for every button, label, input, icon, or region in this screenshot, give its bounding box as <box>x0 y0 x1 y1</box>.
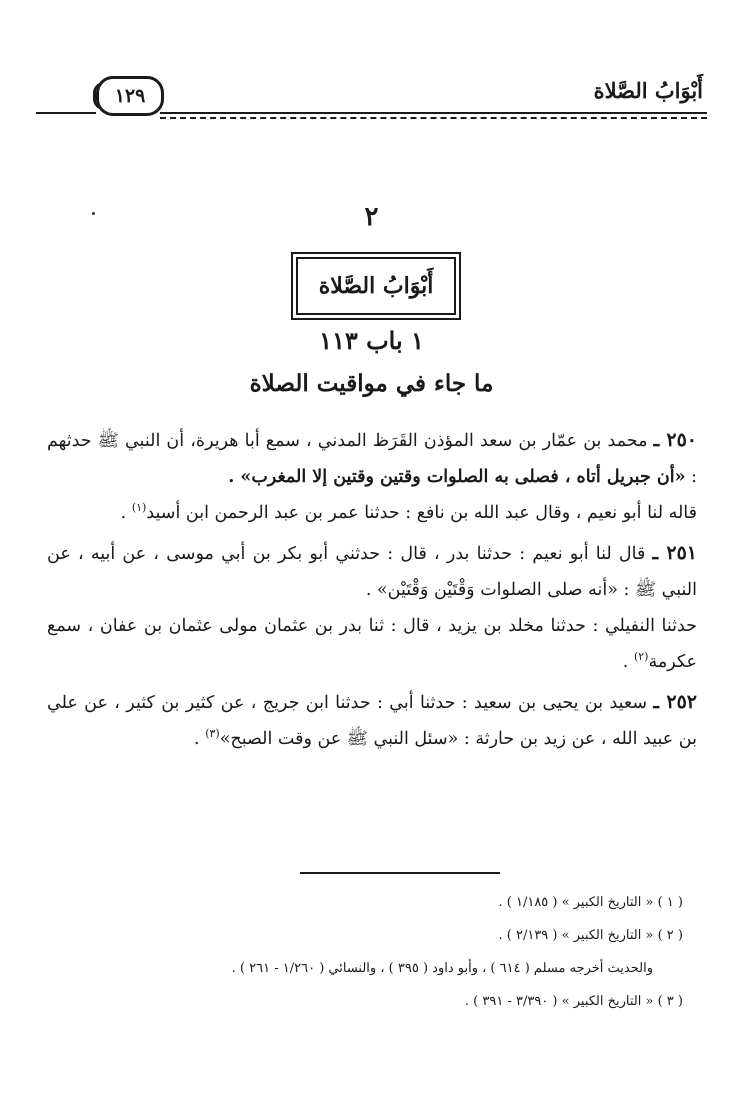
header-rule <box>160 112 707 114</box>
hadith-250 <box>47 422 697 495</box>
chapter-title-frame <box>296 257 456 315</box>
page-number: ١٢٩ <box>114 85 146 107</box>
note-end: . <box>622 652 629 672</box>
body-text <box>47 422 697 757</box>
footnote-rule <box>300 872 500 874</box>
note-end: . <box>194 729 200 749</box>
bab-heading: ١ باب ١١٣ <box>319 326 424 355</box>
hadith-isnad: محمد بن عمّار بن سعد المؤذن القَرَظ المدني ، سمع أبا هريرة، أن النبي ﷺ حدثهم : <box>47 431 697 487</box>
header-rule-dashed <box>160 117 707 119</box>
hadith-number: ٢٥١ ـ <box>652 542 697 564</box>
footnote-ref: (٢) <box>633 650 649 664</box>
header-rule-left <box>36 112 96 114</box>
hadith-text: سعيد بن يحيى بن سعيد : حدثنا أبي : حدثنا ابن جريج ، عن كثير بن كثير ، عن علي بن عبيد الله ، عن زيد بن حارثة : «سئل النبي ﷺ عن وقت الصبح» <box>47 693 697 749</box>
footnote-ref: (١) <box>131 501 147 515</box>
hadith-250-note <box>47 495 697 531</box>
note-text: قاله لنا أبو نعيم ، وقال عبد الله بن نافع : حدثنا عمر بن عبد الرحمن ابن أسيد <box>146 503 697 523</box>
hadith-number: ٢٥٢ ـ <box>653 691 697 713</box>
footnote-3: ( ٣ ) « التاريخ الكبير » ( ٣/٣٩٠ - ٣٩١ ) . <box>464 994 683 1009</box>
chapter-number: ٢ <box>364 202 379 232</box>
footnote-1: ( ١ ) « التاريخ الكبير » ( ١/١٨٥ ) . <box>498 895 683 910</box>
section-title: ما جاء في مواقيت الصلاة <box>249 370 494 397</box>
hadith-text: قال لنا أبو نعيم : حدثنا بدر ، قال : حدثني أبو بكر بن أبي موسى ، عن أبيه ، عن النبي ﷺ : «أنه صلى الصلوات وَقْتَيْن وَقْتَيْن» . <box>47 544 697 600</box>
footnotes <box>63 886 683 1018</box>
hadith-252 <box>47 684 697 757</box>
footnote-ref: (٣) <box>205 727 220 741</box>
footnote-2: ( ٢ ) « التاريخ الكبير » ( ٢/١٣٩ ) . <box>498 928 683 943</box>
page-number-badge <box>96 76 164 116</box>
hadith-matn: «أن جبريل أتاه ، فصلى به الصلوات وقتين وقتين إلا المغرب» . <box>228 467 686 487</box>
note-text: حدثنا النفيلي : حدثنا مخلد بن يزيد ، قال : ثنا بدر بن عثمان مولى عثمان بن عفان ، سمع عكرمة <box>47 616 697 672</box>
hadith-251 <box>47 535 697 608</box>
hadith-251-note <box>47 608 697 680</box>
hadith-number: ٢٥٠ ـ <box>653 429 697 451</box>
chapter-title: أَبْوَابُ الصَّلاة <box>318 273 434 299</box>
running-title: أَبْوَابُ الصَّلاة <box>593 78 703 103</box>
note-end: . <box>120 503 127 523</box>
footnote-2-continued: والحديث أخرجه مسلم ( ٦١٤ ) ، وأبو داود ( ٣٩٥ ) ، والنسائي ( ١/٢٦٠ - ٢٦١ ) . <box>231 961 653 976</box>
